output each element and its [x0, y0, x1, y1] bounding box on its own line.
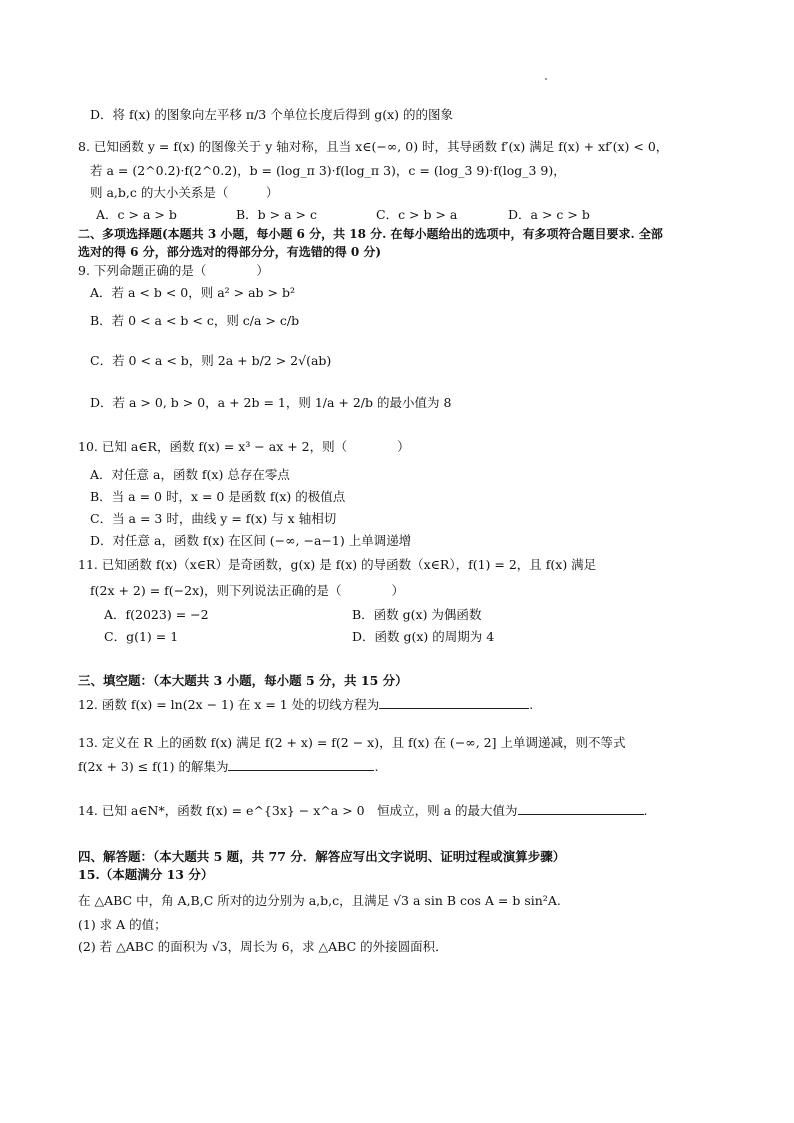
- q8-option-c: C．c > b > a: [376, 207, 458, 222]
- q8-stem-line2: 若 a = (2^0.2)·f(2^0.2)，b = (log_π 3)·f(log_π 3)，c = (log_3 9)·f(log_3 9)，: [90, 163, 566, 178]
- q9-option-a: A．若 a < b < 0，则 a² > ab > b²: [90, 285, 295, 300]
- q14-text: 14. 已知 a∈N*，函数 f(x) = e^{3x} − x^a > 0 恒成立，则 a 的最大值为: [78, 803, 518, 818]
- q11-option-c: C．g(1) = 1: [104, 629, 179, 644]
- q13-end: .: [374, 759, 379, 774]
- q15-part2: (2) 若 △ABC 的面积为 √3，周长为 6，求 △ABC 的外接圆面积．: [78, 939, 448, 954]
- q12-answer-blank[interactable]: [379, 696, 529, 709]
- q15-stem: 在 △ABC 中，角 A,B,C 所对的边分别为 a,b,c，且满足 √3 a sin B cos A = b sin²A.: [78, 893, 561, 908]
- q13-line1: 13. 定义在 R 上的函数 f(x) 满足 f(2 + x) = f(2 − x)，且 f(x) 在 (−∞, 2] 上单调递减，则不等式: [78, 735, 626, 750]
- q11-stem-line1: 11. 已知函数 f(x)（x∈R）是奇函数，g(x) 是 f(x) 的导函数（x∈R），f(1) = 2，且 f(x) 满足: [78, 557, 597, 572]
- q8-stem-line3: 则 a,b,c 的大小关系是（ ）: [90, 185, 279, 200]
- q13-answer-blank[interactable]: [228, 758, 374, 771]
- section2-heading-line2: 选对的得 6 分，部分选对的得部分分，有选错的得 0 分): [78, 245, 382, 259]
- q8-stem-line1: 8. 已知函数 y = f(x) 的图像关于 y 轴对称，且当 x∈(−∞, 0) 时，其导函数 f′(x) 满足 f(x) + xf′(x) < 0，: [78, 139, 669, 154]
- q10-option-b: B．当 a = 0 时，x = 0 是函数 f(x) 的极值点: [90, 489, 346, 504]
- section3-heading: 三、填空题：（本大题共 3 小题，每小题 5 分，共 15 分）: [78, 673, 408, 688]
- section4-heading: 四、解答题：（本大题共 5 题，共 77 分．解答应写出文字说明、证明过程或演算步骤）: [78, 849, 566, 864]
- q9-option-c: C．若 0 < a < b，则 2a + b/2 > 2√(ab): [90, 353, 332, 368]
- q11-stem-line2: f(2x + 2) = f(−2x)，则下列说法正确的是（ ）: [90, 583, 405, 598]
- q13-line2: [78, 758, 378, 776]
- q14-end: .: [643, 803, 648, 818]
- q10-option-a: A．对任意 a，函数 f(x) 总存在零点: [90, 467, 290, 482]
- q7-option-d: D．将 f(x) 的图象向左平移 π/3 个单位长度后得到 g(x) 的的图象: [90, 107, 453, 122]
- q15-title: 15.（本题满分 13 分）: [78, 867, 214, 882]
- q10-option-d: D．对任意 a，函数 f(x) 在区间 (−∞, −a−1) 上单调递增: [90, 533, 412, 548]
- section2-heading-line1: 二、多项选择题(本题共 3 小题，每小题 6 分，共 18 分. 在每小题给出的选项中，有多项符合题目要求. 全部: [78, 227, 663, 241]
- q11-option-a: A．f(2023) = −2: [104, 607, 209, 622]
- q8-option-d: D．a > c > b: [508, 207, 590, 222]
- q13-text: f(2x + 3) ≤ f(1) 的解集为: [78, 759, 229, 774]
- q15-part1: (1) 求 A 的值；: [78, 917, 167, 932]
- q10-stem: 10. 已知 a∈R，函数 f(x) = x³ − ax + 2，则（ ）: [78, 439, 410, 454]
- q11-option-b: B．函数 g(x) 为偶函数: [352, 607, 482, 622]
- q10-option-c: C．当 a = 3 时，曲线 y = f(x) 与 x 轴相切: [90, 511, 337, 526]
- q9-option-d: D．若 a > 0, b > 0，a + 2b = 1，则 1/a + 2/b 的最小值为 8: [90, 395, 452, 410]
- q12-end: .: [529, 697, 534, 712]
- q9-option-b: B．若 0 < a < b < c，则 c/a > c/b: [90, 313, 300, 328]
- q8-option-b: B．b > a > c: [236, 207, 317, 222]
- q8-option-a: A．c > a > b: [96, 207, 177, 222]
- scan-dot: [545, 78, 547, 80]
- q14-answer-blank[interactable]: [518, 802, 644, 815]
- q12-line: [78, 696, 533, 714]
- q9-stem: 9. 下列命题正确的是（ ）: [78, 263, 269, 278]
- q12-text: 12. 函数 f(x) = ln(2x − 1) 在 x = 1 处的切线方程为: [78, 697, 380, 712]
- q14-line: [78, 802, 647, 820]
- q11-option-d: D．函数 g(x) 的周期为 4: [352, 629, 495, 644]
